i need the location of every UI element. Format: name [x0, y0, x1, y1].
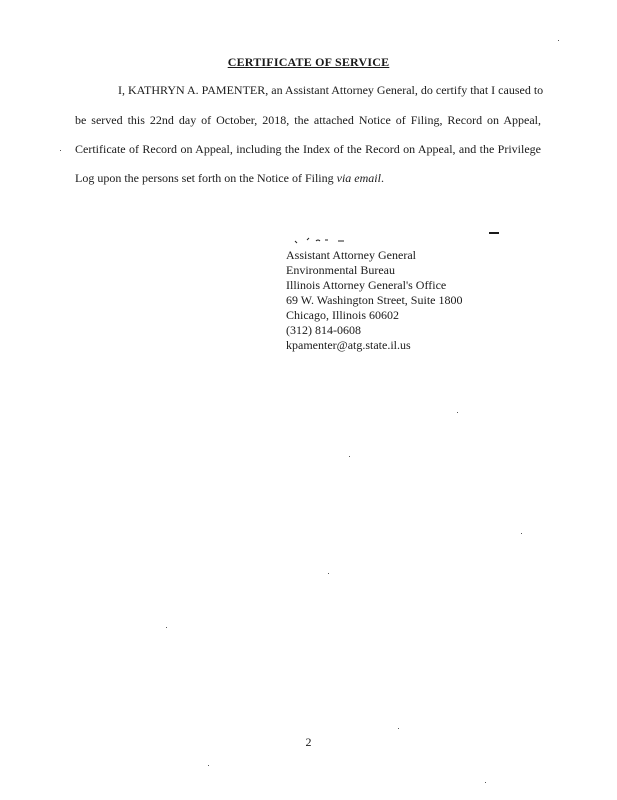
- scan-speck: [558, 40, 559, 41]
- scan-speck: [60, 150, 61, 151]
- signature-line-mark: [489, 232, 499, 234]
- body-line-1: I, KATHRYN A. PAMENTER, an Assistant Attorney General, do certify that I caused to: [118, 83, 544, 97]
- signer-phone: (312) 814-0608: [286, 323, 361, 337]
- scan-speck: [398, 728, 399, 729]
- scan-speck: [166, 627, 167, 628]
- body-line-2: be served this 22nd day of October, 2018, the attached Notice of Filing, Record on Appeal,: [75, 113, 541, 127]
- via-email-text: via email: [336, 171, 381, 185]
- signer-office: Illinois Attorney General's Office: [286, 278, 447, 292]
- certificate-title: CERTIFICATE OF SERVICE: [227, 55, 390, 69]
- signer-email: kpamenter@atg.state.il.us: [286, 338, 411, 352]
- body-line-4-period: .: [380, 171, 384, 185]
- scan-speck: [485, 782, 486, 783]
- signer-title: Assistant Attorney General: [286, 248, 416, 262]
- signer-bureau: Environmental Bureau: [286, 263, 395, 277]
- signature-block: [286, 248, 462, 353]
- scan-speck: [457, 412, 458, 413]
- scan-speck: [349, 456, 350, 457]
- body-line-4: [75, 171, 541, 185]
- scan-speck: [328, 573, 329, 574]
- page-number: 2: [305, 735, 312, 749]
- body-line-4-text: Log upon the persons set forth on the Notice of Filing: [75, 171, 337, 185]
- body-line-3: Certificate of Record on Appeal, including the Index of the Record on Appeal, and the Privilege: [75, 142, 541, 156]
- signer-city: Chicago, Illinois 60602: [286, 308, 399, 322]
- scan-speck: [208, 765, 209, 766]
- signer-street: 69 W. Washington Street, Suite 1800: [286, 293, 463, 307]
- scan-speck: [521, 533, 522, 534]
- signature-mark: [292, 232, 352, 246]
